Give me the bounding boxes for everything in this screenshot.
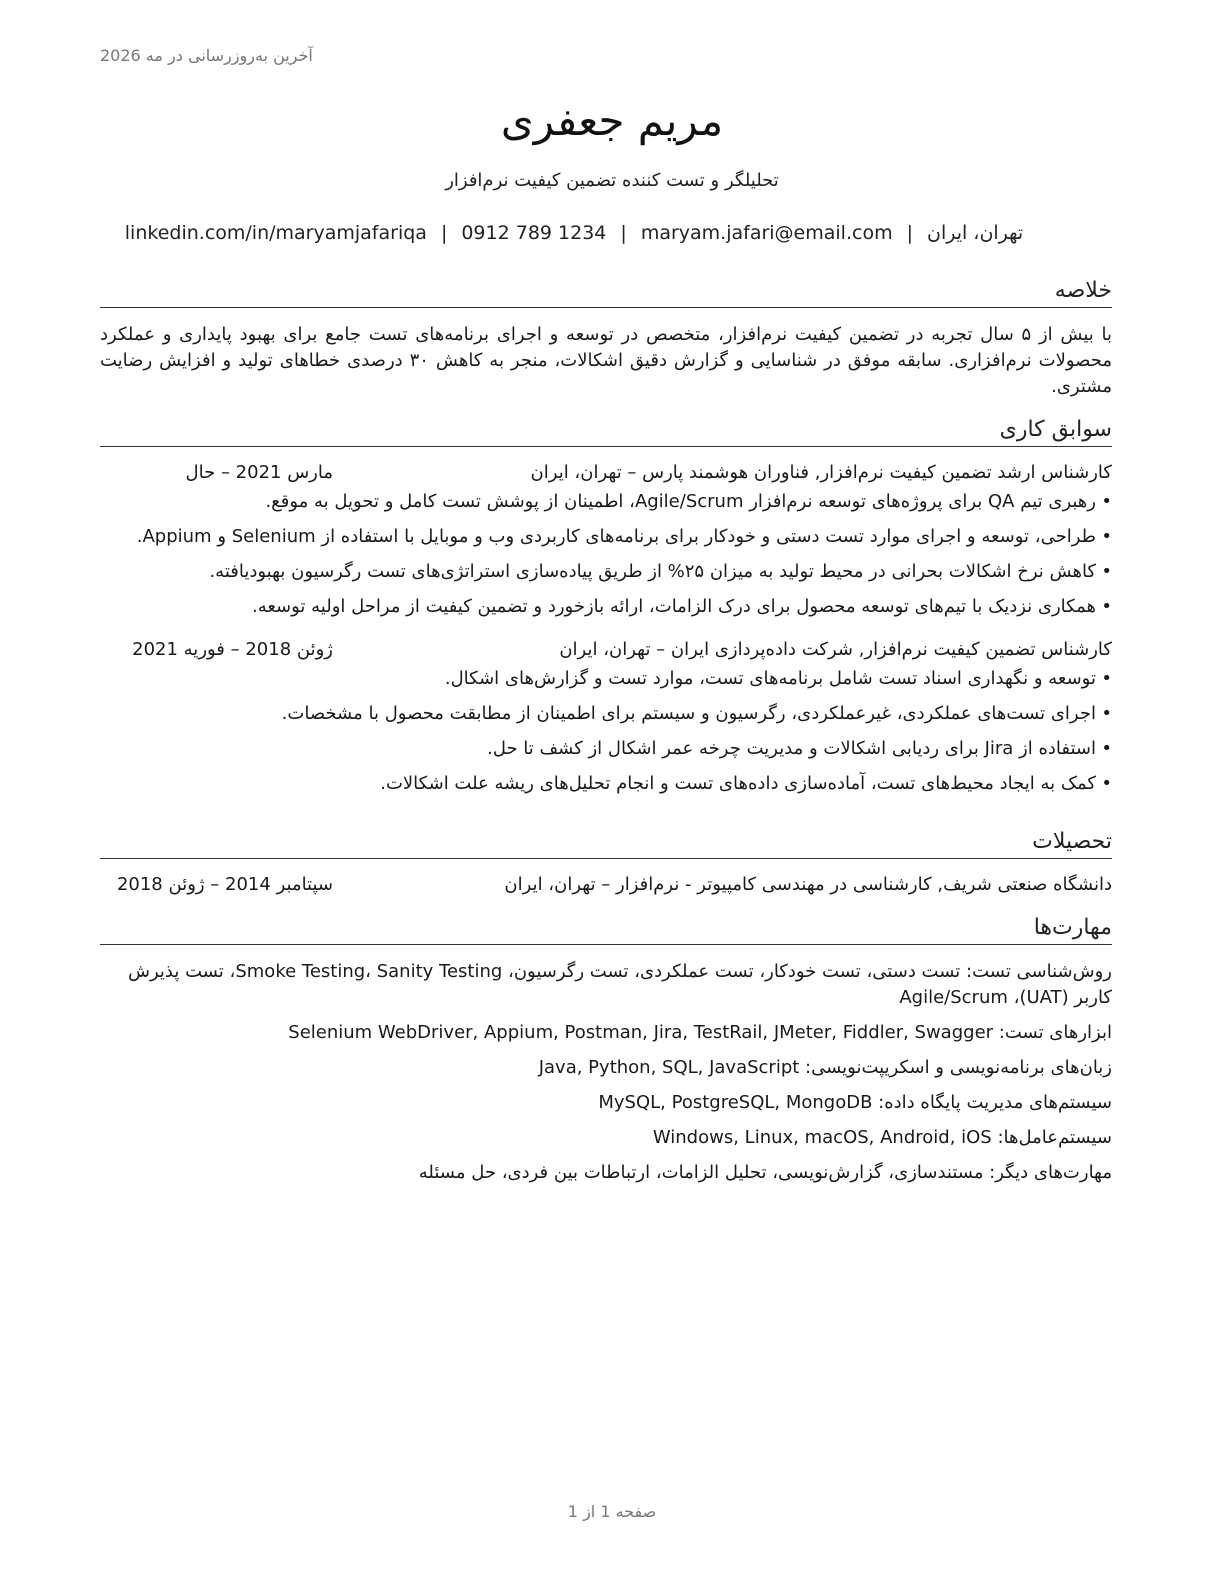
page-number: صفحه 1 از 1 [567, 1502, 657, 1521]
contact-phone: 0912 789 1234 [461, 222, 607, 244]
skill-line: مهارت‌های دیگر: مستندسازی، گزارش‌نویسی، تحلیل الزامات، ارتباطات بین فردی، حل مسئله [418, 1162, 1112, 1183]
section-heading: تحصیلات [100, 827, 1112, 859]
contact-location: تهران، ایران [926, 222, 1024, 244]
list-item: • کاهش نرخ اشکالات بحرانی در محیط تولید به میزان ۲۵% از طریق پیاده‌سازی استراتژی‌های تست رگرسیون بهبودیافته. [100, 559, 1112, 585]
candidate-name: مریم جعفری [500, 96, 724, 145]
skills-section [100, 913, 1112, 1195]
contact-linkedin[interactable]: linkedin.com/in/maryamjafariqa [124, 222, 427, 244]
list-item: • رهبری تیم QA برای پروژه‌های توسعه نرم‌افزار Agile/Scrum، اطمینان از پوشش تست کامل و تحویل به موقع. [100, 489, 1112, 515]
education-dates: سپتامبر 2014 – ژوئن 2018 [116, 874, 333, 895]
contact-line [100, 222, 1048, 244]
contact-separator: | [620, 222, 627, 244]
skill-line: سیستم‌عامل‌ها: Windows, Linux, macOS, Android, iOS [652, 1127, 1112, 1148]
education-title: دانشگاه صنعتی شریف, کارشناسی در مهندسی کامپیوتر - نرم‌افزار – تهران، ایران [504, 874, 1112, 895]
contact-separator: | [440, 222, 448, 244]
job-title: کارشناس ارشد تضمین کیفیت نرم‌افزار, فناوران هوشمند پارس – تهران، ایران [530, 462, 1112, 483]
job-entry [100, 636, 1112, 797]
list-item: • همکاری نزدیک با تیم‌های توسعه محصول برای درک الزامات، ارائه بازخورد و تضمین کیفیت از مراحل اولیه توسعه. [100, 594, 1112, 620]
summary-section [100, 276, 1112, 400]
last-updated-note: آخرین به‌روزرسانی در مه 2026 [100, 46, 313, 65]
skill-line: سیستم‌های مدیریت پایگاه داده: MySQL, PostgreSQL, MongoDB [598, 1092, 1112, 1113]
contact-separator: | [906, 222, 913, 244]
job-bullets [100, 666, 1112, 797]
list-item: • استفاده از Jira برای ردیابی اشکالات و مدیریت چرخه عمر اشکال از کشف تا حل. [100, 736, 1112, 762]
list-item: • توسعه و نگهداری اسناد تست شامل برنامه‌های تست، موارد تست و گزارش‌های اشکال. [100, 666, 1112, 692]
job-bullets [100, 489, 1112, 620]
job-dates: ژوئن 2018 – فوریه 2021 [132, 639, 333, 660]
job-title: کارشناس تضمین کیفیت نرم‌افزار, شرکت داده‌پردازی ایران – تهران، ایران [559, 639, 1112, 660]
list-item: • کمک به ایجاد محیط‌های تست، آماده‌سازی داده‌های تست و انجام تحلیل‌های ریشه علت اشکالات. [100, 771, 1112, 797]
skill-line: ابزارهای تست: Selenium WebDriver, Appium, Postman, Jira, TestRail, JMeter, Fiddler, Swagger [288, 1022, 1112, 1043]
education-section [100, 827, 1112, 899]
section-heading: مهارت‌ها [100, 913, 1112, 945]
skills-list [100, 959, 1112, 1186]
list-item: • اجرای تست‌های عملکردی، غیرعملکردی، رگرسیون و سیستم برای اطمینان از مطابقت محصول با مشخصات. [100, 701, 1112, 727]
skill-line: زبان‌های برنامه‌نویسی و اسکریپت‌نویسی: Java, Python, SQL, JavaScript [538, 1057, 1112, 1078]
education-entry [100, 871, 1112, 899]
job-dates: مارس 2021 – حال [185, 462, 333, 483]
experience-section [100, 415, 1112, 806]
job-entry [100, 459, 1112, 620]
skill-line: روش‌شناسی تست: تست دستی، تست خودکار، تست عملکردی، تست رگرسیون، Smoke Testing، Sanity Testing، تست پذیرش کاربر (UAT)، Agile/Scrum [127, 961, 1112, 1008]
list-item: • طراحی، توسعه و اجرای موارد تست دستی و خودکار برای برنامه‌های کاربردی وب و موبایل با استفاده از Selenium و Appium. [100, 524, 1112, 550]
candidate-title: تحلیلگر و تست کننده تضمین کیفیت نرم‌افزار [445, 170, 779, 191]
summary-text: با بیش از ۵ سال تجربه در تضمین کیفیت نرم‌افزار، متخصص در توسعه و اجرای برنامه‌های تست جامع برای بهبود پایداری و عملکرد محصولات نرم‌افزاری. سابقه موفق در شناسایی و گزارش دقیق اشکالات، منجر به کاهش ۳۰ درصدی خطاهای تولید و افزایش رضایت مشتری. [100, 324, 1112, 397]
contact-email[interactable]: maryam.jafari@email.com [640, 222, 893, 244]
section-heading: خلاصه [100, 276, 1112, 308]
section-heading: سوابق کاری [100, 415, 1112, 447]
